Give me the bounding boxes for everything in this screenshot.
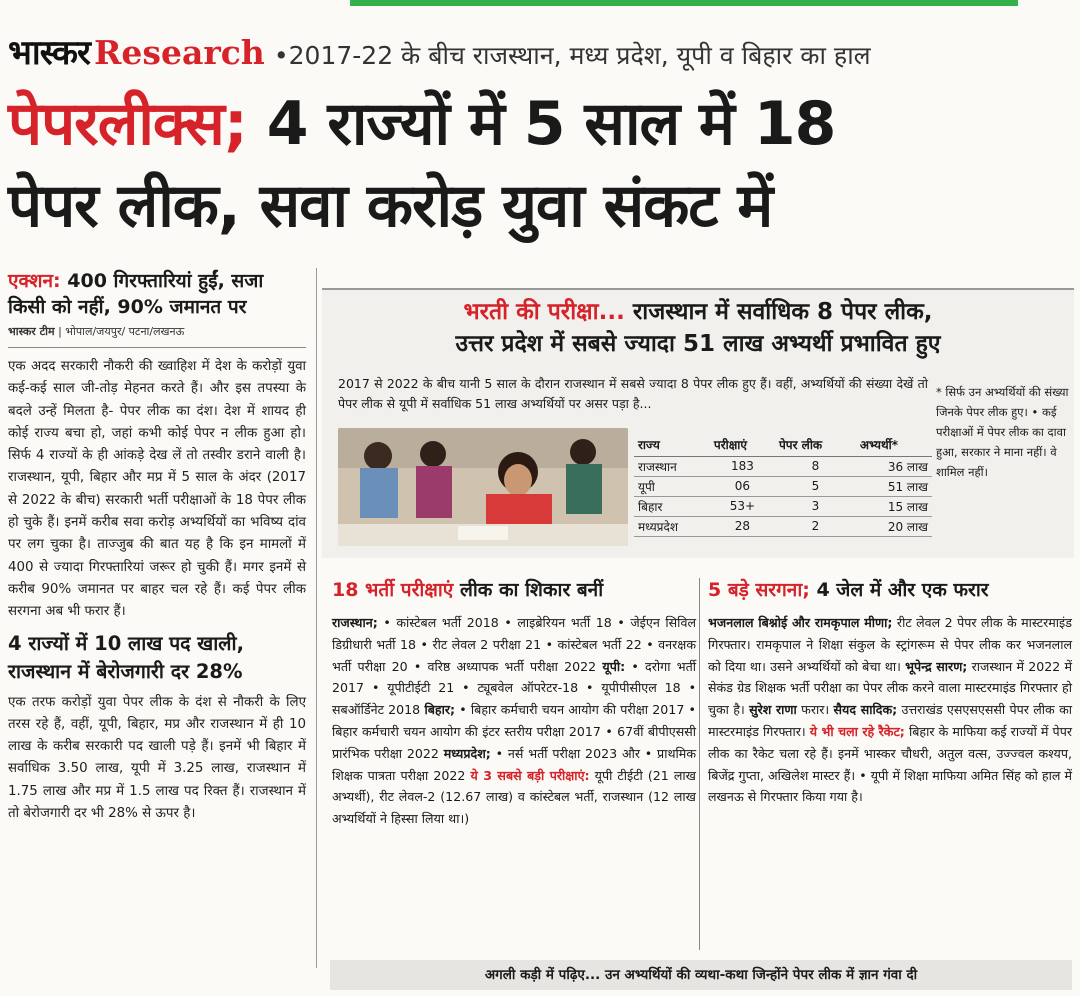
table-cell: 36 लाख	[856, 456, 932, 476]
stats-box-title	[322, 296, 1074, 360]
logo-bhaskar: भास्कर	[8, 33, 90, 73]
table-cell: 51 लाख	[856, 476, 932, 496]
kingpin-name-3: सैयद सादिक;	[833, 702, 898, 718]
kingpin-desc-1: रीट लेवल 2 पेपर लीक के मास्टरमाइंड गिरफ्तार। रामकृपाल ने शिक्षा संकुल के स्ट्रांगरूम से पेपर लीक कर भजनलाल को दिया था। उसने अभ्यर्थियों को बेचा था।	[708, 615, 1072, 674]
table-header: पेपर लीक	[775, 434, 856, 456]
next-part-footer: अगली कड़ी में पढ़िए... उन अभ्यर्थियों की व्यथा-कथा जिन्होंने पेपर लीक में ज्ञान गंवा दी	[330, 960, 1072, 990]
kingpin-desc-3: उत्तराखंड एसएसएससी पेपर लीक का मास्टरमाइंड गिरफ्तार।	[708, 702, 1072, 739]
table-cell: 15 लाख	[856, 496, 932, 516]
leak-stats-table	[634, 434, 932, 537]
exams-mp: • नर्स भर्ती परीक्षा 2023 और • प्राथमिक शिक्षक पात्रता परीक्षा 2022	[332, 745, 697, 783]
byline	[8, 324, 306, 339]
kingpin-name-1: भजनलाल बिश्नोई और रामकृपाल मीणा;	[708, 615, 893, 630]
logo-research: Research	[93, 33, 265, 72]
headline-keyword: पेपरलीक्स	[8, 89, 224, 159]
exams-heading	[332, 576, 696, 604]
kingpin-name-2b: सुरेश राणा	[749, 702, 797, 718]
stats-box	[322, 288, 1074, 558]
table-cell: यूपी	[634, 476, 710, 496]
table-cell: 28	[710, 516, 775, 536]
exams-biggest: यूपी टीईटी (21 लाख अभ्यर्थी), रीट लेवल-2 (12.67 लाख) व कांस्टेबल भर्ती, राजस्थान (12 लाख अभ्यर्थियों ने हिस्सा लिया था।)	[332, 767, 696, 827]
exams-heading-rest: लीक का शिकार बनीं	[459, 579, 604, 601]
exams-label-rajasthan: राजस्थान;	[332, 615, 378, 630]
table-row	[634, 476, 932, 496]
exams-label-biggest: ये 3 सबसे बड़ी परीक्षाएं:	[470, 767, 590, 783]
table-row	[634, 516, 932, 536]
kingpins-text	[708, 612, 1072, 808]
headline-separator: ;	[223, 89, 247, 159]
table-cell: 20 लाख	[856, 516, 932, 536]
left-column	[8, 268, 306, 825]
top-accent-bar	[350, 0, 1018, 6]
headline-rest: 4 राज्यों में 5 साल में 18	[266, 89, 836, 159]
table-footnote: * सिर्फ उन अभ्यर्थियों की संख्या जिनके पेपर लीक हुए। • कई परीक्षाओं में पेपर लीक का दावा हुआ, सरकार ने माना नहीं। वे शामिल नहीं।	[936, 385, 1069, 479]
students-photo-illustration	[338, 428, 628, 546]
table-row	[634, 496, 932, 516]
stats-title-line2: उत्तर प्रदेश में सबसे ज्यादा 51 लाख अभ्यर्थी प्रभावित हुए	[455, 331, 941, 357]
exams-up: • दरोगा भर्ती 2017 • यूपीटीईटी 21 • ट्यूबवेल ऑपरेटर-18 • यूपीपीसीएल 18 • सबऑर्डिनेट 2018	[332, 658, 697, 718]
table-header-row	[634, 434, 932, 456]
table-cell: 53+	[710, 496, 775, 516]
exams-list	[332, 612, 696, 830]
students-exam-photo	[338, 428, 628, 546]
exams-column	[332, 576, 696, 830]
table-cell: राजस्थान	[634, 456, 710, 476]
exams-heading-red: 18 भर्ती परीक्षाएं	[332, 579, 454, 601]
exams-label-up: यूपी:	[602, 658, 626, 674]
table-header: राज्य	[634, 434, 710, 456]
action-heading	[8, 268, 306, 320]
kingpins-heading	[708, 576, 1072, 604]
table-row	[634, 456, 932, 476]
table-cell: मध्यप्रदेश	[634, 516, 710, 536]
column-divider-2	[699, 578, 700, 950]
stats-title-red: भरती की परीक्षा...	[463, 299, 625, 325]
table-cell: 2	[775, 516, 856, 536]
action-label: एक्शन:	[8, 270, 61, 292]
stats-intro: 2017 से 2022 के बीच यानी 5 साल के दौरान राजस्थान में सबसे ज्यादा 8 पेपर लीक हुए हैं। वहीं, अभ्यर्थियों की संख्या देखें तो पेपर लीक से यूपी में सर्वाधिक 51 लाख अभ्यर्थियों पर असर पड़ा है...	[338, 376, 928, 411]
exams-label-mp: मध्यप्रदेश;	[443, 745, 491, 761]
table-cell: 06	[710, 476, 775, 496]
table-cell: 5	[775, 476, 856, 496]
stats-title-rest: राजस्थान में सर्वाधिक 8 पेपर लीक,	[632, 299, 933, 325]
kingpin-desc-2b: फरार।	[801, 702, 830, 718]
byline-team: भास्कर टीम	[8, 325, 55, 338]
column-divider	[316, 268, 317, 968]
exams-bihar: • बिहार कर्मचारी चयन आयोग की परीक्षा 2017 • बिहार कर्मचारी चयन आयोग की इंटर स्तरीय परीक्षा 2017 • 67वीं बीपीएससी प्रारंभिक परीक्षा 2022	[332, 702, 696, 761]
table-header: अभ्यर्थी*	[856, 434, 932, 456]
headline-line2: पेपर लीक, सवा करोड़ युवा संकट में	[8, 171, 773, 241]
kingpins-column	[708, 576, 1072, 808]
kicker-text: •2017-22 के बीच राजस्थान, मध्य प्रदेश, यूपी व बिहार का हाल	[273, 41, 871, 70]
table-cell: 3	[775, 496, 856, 516]
kingpin-desc-2: राजस्थान में 2022 में सेकंड ग्रेड शिक्षक भर्ती परीक्षा का पेपर लीक करने वाला मास्टरमाइंड गिरफ्तार हो चुका है।	[708, 658, 1073, 718]
kingpins-heading-red: 5 बड़े सरगना;	[708, 579, 810, 601]
kingpin-name-2: भूपेन्द्र सारण;	[905, 658, 968, 674]
exams-rajasthan: • कांस्टेबल भर्ती 2018 • लाइब्रेरियन भर्ती 18 • जेईएन सिविल डिग्रीधारी भर्ती 18 • रीट लेवल 2 परीक्षा 21 • कांस्टेबल भर्ती 22 • वनरक्षक भर्ती परीक्षा 20 • वरिष्ठ अध्यापक भर्ती परीक्षा 2022	[332, 615, 696, 674]
subheading-vacancies: 4 राज्यों में 10 लाख पद खाली, राजस्थान में बेरोजगारी दर 28%	[8, 631, 244, 683]
kingpins-heading-rest: 4 जेल में और एक फरार	[816, 579, 989, 601]
article-paragraph-1: एक अदद सरकारी नौकरी की ख्वाहिश में देश के करोड़ों युवा कई-कई साल जी-तोड़ मेहनत करते हैं। और इस तपस्या के बदले उन्हें मिलता है- पेपर लीक का दंश। देश में शायद ही कोई राज्य बचा हो, जहां कभी कोई पेपर न लीक हुआ हो। सिर्फ 4 राज्यों के ही आंकड़े देख लें तो तस्वीर डराने वाली है। राजस्थान, यूपी, बिहार और मप्र में 5 साल के अंदर (2017 से 2022 के बीच) सरकारी भर्ती परीक्षाओं के 18 पेपर लीक हो चुके हैं। इनमें करीब सवा करोड़ अभ्यर्थियों का भविष्य दांव पर लग चुका है। ताज्जुब की बात यह है कि इन मामलों में 400 से ज्यादा गिरफ्तारियां जरूर हो चुकी हैं। मगर इनमें से करीब 90% जमानत पर बाहर चल रहे हैं। कई पेपर लीक सरगना अब भी फरार हैं।	[8, 359, 306, 620]
table-cell: बिहार	[634, 496, 710, 516]
headline-line1	[8, 84, 1072, 164]
table-header: परीक्षाएं	[710, 434, 775, 456]
divider	[8, 347, 306, 348]
action-title-text: 400 गिरफ्तारियां हुईं, सजा किसी को नहीं, 90% जमानत पर	[8, 270, 264, 318]
masthead	[8, 28, 1072, 74]
racket-label: ये भी चला रहे रैकेट;	[809, 723, 905, 739]
article-paragraph-2: एक तरफ करोड़ों युवा पेपर लीक के दंश से नौकरी के लिए तरस रहे हैं, वहीं, यूपी, बिहार, मप्र और राजस्थान में ही 10 लाख के करीब सरकारी पद खाली पड़े हैं। इनमें भी बिहार में सर्वाधिक 3.50 लाख, यूपी में 3.25 लाख, राजस्थान में 1.75 लाख और मप्र में 1.5 लाख पद रिक्त हैं। राजस्थान में तो बेरोजगारी दर भी 28% से ऊपर है।	[8, 694, 306, 822]
byline-places: | भोपाल/जयपुर/ पटना/लखनऊ	[58, 325, 185, 338]
table-cell: 183	[710, 456, 775, 476]
racket-desc: बिहार के माफिया कई राज्यों में पेपर लीक का रैकेट चला रहे हैं। इनमें भास्कर चौधरी, अतुल वत्स, उज्ज्वल कश्यप, बिजेंद्र गुप्ता, अखिलेश मास्टर हैं। • यूपी में शिक्षा माफिया अमित सिंह को हाल में लखनऊ से गिरफ्तार किया गया है।	[708, 723, 1072, 805]
exams-label-bihar: बिहार;	[424, 702, 456, 718]
table-cell: 8	[775, 456, 856, 476]
